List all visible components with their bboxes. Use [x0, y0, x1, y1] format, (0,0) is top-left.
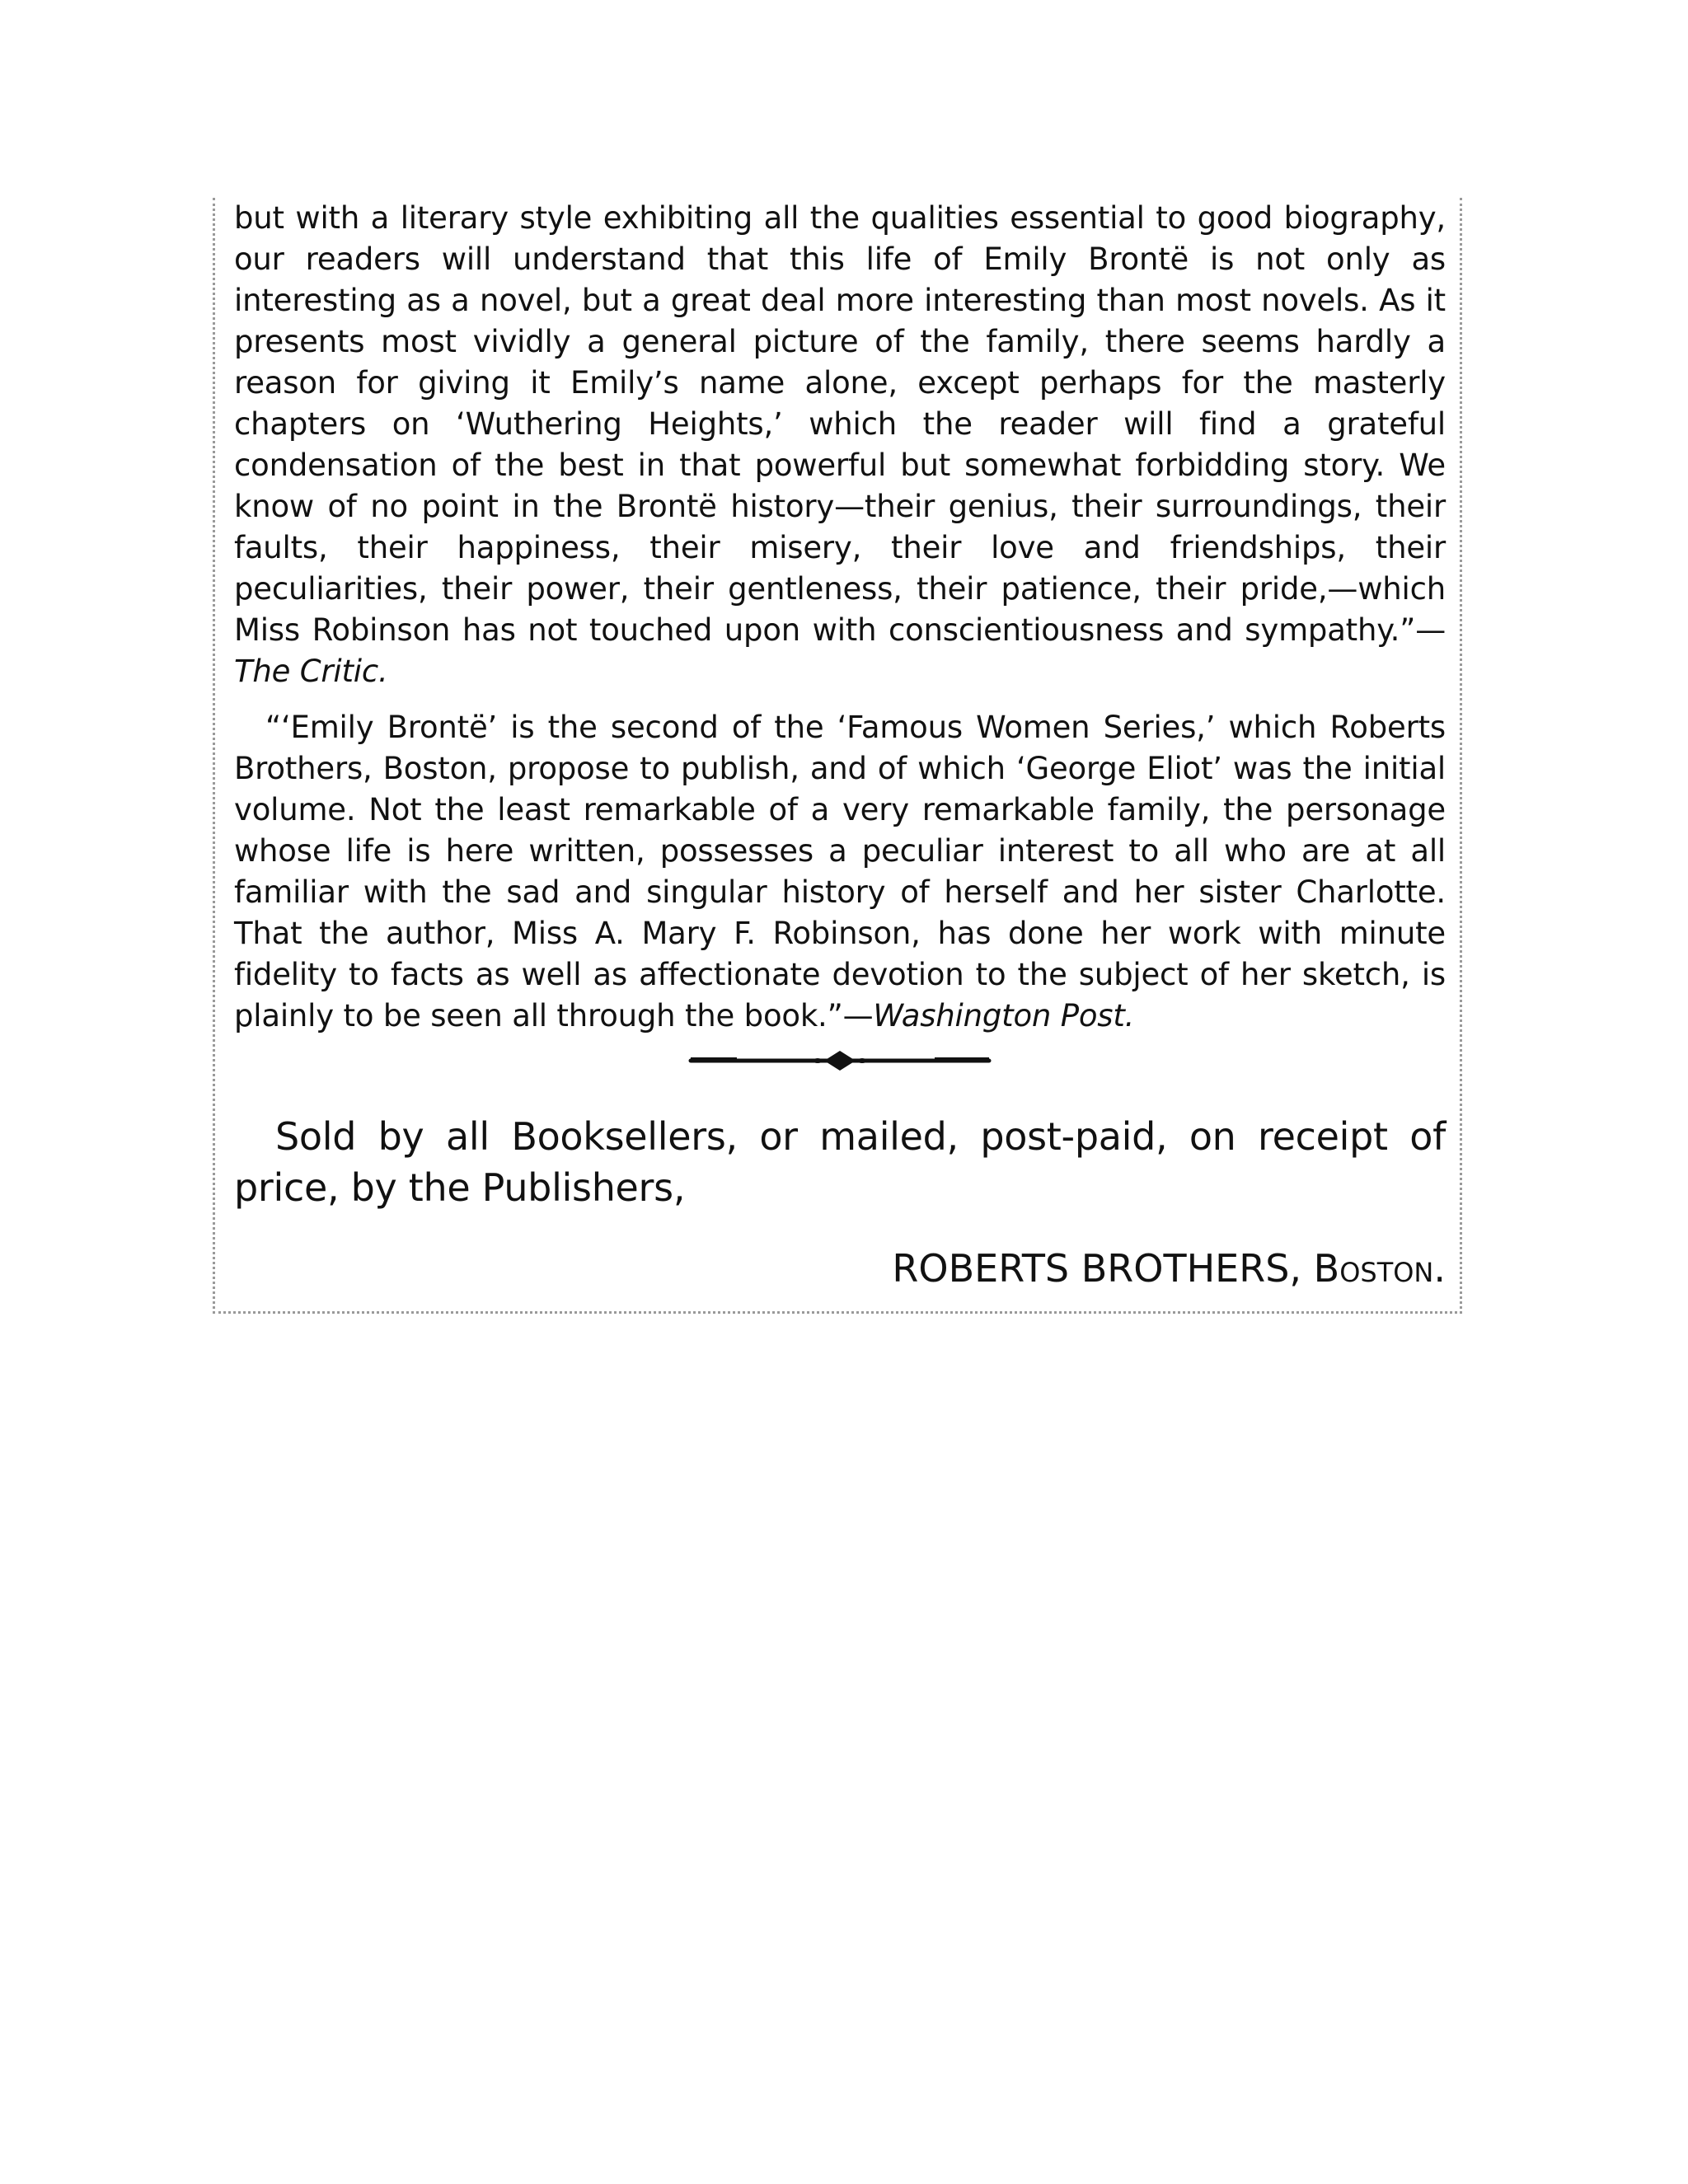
critic-review-text: but with a literary style exhibiting all the qualities essential to good biography, our readers will understand that this life of Emily Brontë is not only as interesting as a novel, but a great deal more interesting than most novels. As it presents most vividly a general picture of the family, there seems hardly a reason for giving it Emily’s name alone, except perhaps for the masterly chapters on ‘Wuthering Heights,’ which the reader will find a grateful condensation of the best in that powerful but somewhat forbidding story. We know of no point in the Brontë history—their genius, their surroundings, their faults, their happiness, their misery, their love and friendships, their peculiarities, their power, their gentleness, their patience, their pride,—which Miss Robinson has not touched upon with conscientiousness and sympathy.”— — [234, 200, 1446, 648]
publisher-period: . — [1433, 1246, 1446, 1291]
sales-notice: Sold by all Booksellers, or mailed, post-paid, on receipt of price, by the Publishers, — [234, 1114, 1446, 1210]
advertisement-page — [234, 198, 1446, 1294]
washington-post-review — [234, 707, 1446, 1037]
publisher-name: ROBERTS BROTHERS, — [892, 1246, 1314, 1291]
publisher-imprint — [234, 1243, 1446, 1294]
washington-post-review-text: “‘Emily Brontë’ is the second of the ‘Famous Women Series,’ which Roberts Brothers, Boston, propose to publish, and of which ‘George Eliot’ was the initial volume. Not the least remarkable of a very remarkable family, the personage whose life is here written, possesses a peculiar interest to all who are at all familiar with the sad and singular history of herself and her sister Charlotte. That the author, Miss A. Mary F. Robinson, has done her work with minute fidelity to facts as well as affectionate devotion to the subject of her sketch, is plainly to be seen all through the book.”— — [234, 710, 1446, 1033]
ornamental-divider-icon — [687, 1048, 992, 1073]
critic-review-source: The Critic. — [234, 654, 388, 689]
publisher-city: Boston — [1313, 1246, 1434, 1291]
critic-review — [234, 198, 1446, 692]
washington-post-review-source: Washington Post. — [873, 998, 1135, 1033]
